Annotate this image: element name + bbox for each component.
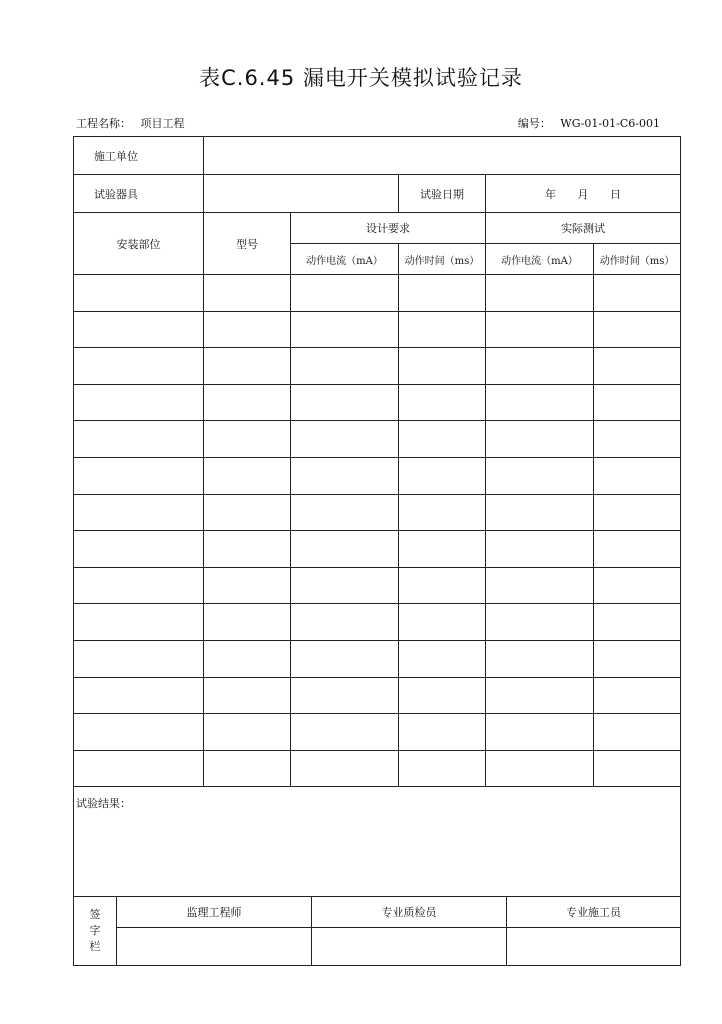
- table-cell[interactable]: [486, 531, 594, 568]
- table-row: [74, 604, 681, 641]
- table-cell[interactable]: [204, 275, 291, 312]
- table-cell[interactable]: [204, 677, 291, 714]
- date-day: 日: [610, 187, 622, 201]
- header-actual: 实际测试: [486, 213, 681, 244]
- table-cell[interactable]: [399, 457, 486, 494]
- table-cell[interactable]: [204, 311, 291, 348]
- table-cell[interactable]: [486, 384, 594, 421]
- table-cell[interactable]: [74, 421, 204, 458]
- table-cell[interactable]: [486, 640, 594, 677]
- table-cell[interactable]: [291, 348, 399, 385]
- header-row-1: [74, 213, 681, 244]
- table-cell[interactable]: [399, 531, 486, 568]
- table-cell[interactable]: [594, 640, 681, 677]
- table-cell[interactable]: [291, 384, 399, 421]
- test-record-table: [73, 136, 681, 897]
- table-cell[interactable]: [399, 640, 486, 677]
- table-cell[interactable]: [291, 311, 399, 348]
- table-cell[interactable]: [74, 457, 204, 494]
- table-cell[interactable]: [291, 275, 399, 312]
- table-row: [74, 750, 681, 787]
- signature-column-label: [74, 897, 117, 966]
- table-cell[interactable]: [74, 567, 204, 604]
- table-cell[interactable]: [594, 348, 681, 385]
- table-cell[interactable]: [74, 494, 204, 531]
- table-cell[interactable]: [594, 421, 681, 458]
- table-cell[interactable]: [74, 640, 204, 677]
- table-cell[interactable]: [74, 348, 204, 385]
- table-cell[interactable]: [594, 531, 681, 568]
- table-cell[interactable]: [399, 311, 486, 348]
- table-cell[interactable]: [291, 531, 399, 568]
- table-cell[interactable]: [204, 750, 291, 787]
- date-year: 年: [545, 187, 557, 201]
- table-row: [74, 531, 681, 568]
- table-cell[interactable]: [204, 531, 291, 568]
- header-design: 设计要求: [291, 213, 486, 244]
- table-cell[interactable]: [486, 421, 594, 458]
- data-rows: [74, 275, 681, 787]
- table-cell[interactable]: [486, 348, 594, 385]
- header-actual-current: 动作电流（mA）: [486, 244, 594, 275]
- table-cell[interactable]: [399, 275, 486, 312]
- table-cell[interactable]: [486, 275, 594, 312]
- table-cell[interactable]: [399, 677, 486, 714]
- table-cell[interactable]: [594, 311, 681, 348]
- test-equipment-field[interactable]: [204, 175, 399, 213]
- table-cell[interactable]: [399, 384, 486, 421]
- table-row: [74, 311, 681, 348]
- table-row: [74, 348, 681, 385]
- table-cell[interactable]: [74, 384, 204, 421]
- code-value: WG-01-01-C6-001: [560, 117, 660, 130]
- supervisor-label: 监理工程师: [117, 897, 312, 928]
- table-cell[interactable]: [594, 750, 681, 787]
- project-label: 工程名称：: [76, 117, 131, 130]
- table-cell[interactable]: [291, 640, 399, 677]
- test-date-field[interactable]: [486, 175, 681, 213]
- builder-signature-field[interactable]: [507, 928, 681, 966]
- table-cell[interactable]: [594, 567, 681, 604]
- table-row: [74, 421, 681, 458]
- table-cell[interactable]: [399, 494, 486, 531]
- table-cell[interactable]: [74, 714, 204, 751]
- table-cell[interactable]: [204, 604, 291, 641]
- construction-unit-row: [74, 137, 681, 175]
- table-cell[interactable]: [74, 604, 204, 641]
- table-cell[interactable]: [486, 714, 594, 751]
- supervisor-signature-field[interactable]: [117, 928, 312, 966]
- construction-unit-field[interactable]: [204, 137, 681, 175]
- table-cell[interactable]: [291, 604, 399, 641]
- builder-label: 专业施工员: [507, 897, 681, 928]
- table-cell[interactable]: [204, 640, 291, 677]
- signature-column-text: 签 字 栏: [89, 908, 101, 953]
- test-equipment-label: 试验器具: [74, 175, 204, 213]
- inspector-signature-field[interactable]: [312, 928, 507, 966]
- test-result-field[interactable]: [74, 787, 681, 897]
- table-cell[interactable]: [291, 750, 399, 787]
- table-cell[interactable]: [486, 750, 594, 787]
- table-cell[interactable]: [204, 421, 291, 458]
- project-value: 项目工程: [140, 117, 185, 130]
- table-cell[interactable]: [594, 604, 681, 641]
- construction-unit-label: 施工单位: [74, 137, 204, 175]
- table-cell[interactable]: [291, 457, 399, 494]
- document-code: [518, 115, 660, 131]
- table-cell[interactable]: [74, 311, 204, 348]
- table-cell[interactable]: [291, 421, 399, 458]
- table-row: [74, 494, 681, 531]
- equipment-row: [74, 175, 681, 213]
- table-cell[interactable]: [486, 677, 594, 714]
- table-cell[interactable]: [204, 457, 291, 494]
- signature-field-row: [74, 928, 681, 966]
- table-cell[interactable]: [486, 457, 594, 494]
- header-model: 型号: [204, 213, 291, 275]
- table-cell[interactable]: [594, 275, 681, 312]
- table-row: [74, 384, 681, 421]
- table-row: [74, 677, 681, 714]
- table-cell[interactable]: [594, 677, 681, 714]
- table-cell[interactable]: [399, 348, 486, 385]
- table-cell[interactable]: [594, 494, 681, 531]
- table-cell[interactable]: [204, 567, 291, 604]
- result-row: [74, 787, 681, 897]
- table-cell[interactable]: [204, 384, 291, 421]
- header-actual-time: 动作时间（ms）: [594, 244, 681, 275]
- date-month: 月: [577, 187, 589, 201]
- table-cell[interactable]: [204, 714, 291, 751]
- table-cell[interactable]: [399, 714, 486, 751]
- table-cell[interactable]: [291, 567, 399, 604]
- header-design-current: 动作电流（mA）: [291, 244, 399, 275]
- table-cell[interactable]: [486, 311, 594, 348]
- signature-header-row: [74, 897, 681, 928]
- table-row: [74, 567, 681, 604]
- header-location: 安装部位: [74, 213, 204, 275]
- test-result-label: 试验结果：: [76, 797, 131, 811]
- table-cell[interactable]: [486, 604, 594, 641]
- signature-table: [73, 896, 681, 966]
- table-cell[interactable]: [204, 494, 291, 531]
- table-cell[interactable]: [291, 677, 399, 714]
- table-cell[interactable]: [291, 714, 399, 751]
- inspector-label: 专业质检员: [312, 897, 507, 928]
- table-row: [74, 640, 681, 677]
- table-cell[interactable]: [594, 384, 681, 421]
- table-cell[interactable]: [594, 457, 681, 494]
- table-row: [74, 275, 681, 312]
- table-cell[interactable]: [74, 531, 204, 568]
- project-name: [76, 115, 185, 131]
- table-cell[interactable]: [399, 750, 486, 787]
- header-design-time: 动作时间（ms）: [399, 244, 486, 275]
- table-row: [74, 714, 681, 751]
- table-cell[interactable]: [74, 275, 204, 312]
- table-cell[interactable]: [204, 348, 291, 385]
- table-cell[interactable]: [74, 750, 204, 787]
- table-cell[interactable]: [486, 494, 594, 531]
- table-cell[interactable]: [399, 604, 486, 641]
- table-cell[interactable]: [594, 714, 681, 751]
- table-cell[interactable]: [399, 567, 486, 604]
- table-cell[interactable]: [291, 494, 399, 531]
- code-label: 编号：: [517, 117, 551, 130]
- table-cell[interactable]: [74, 677, 204, 714]
- test-date-label: 试验日期: [399, 175, 486, 213]
- table-cell[interactable]: [486, 567, 594, 604]
- table-row: [74, 457, 681, 494]
- table-cell[interactable]: [399, 421, 486, 458]
- page-title: 表C.6.45 漏电开关模拟试验记录: [199, 66, 523, 90]
